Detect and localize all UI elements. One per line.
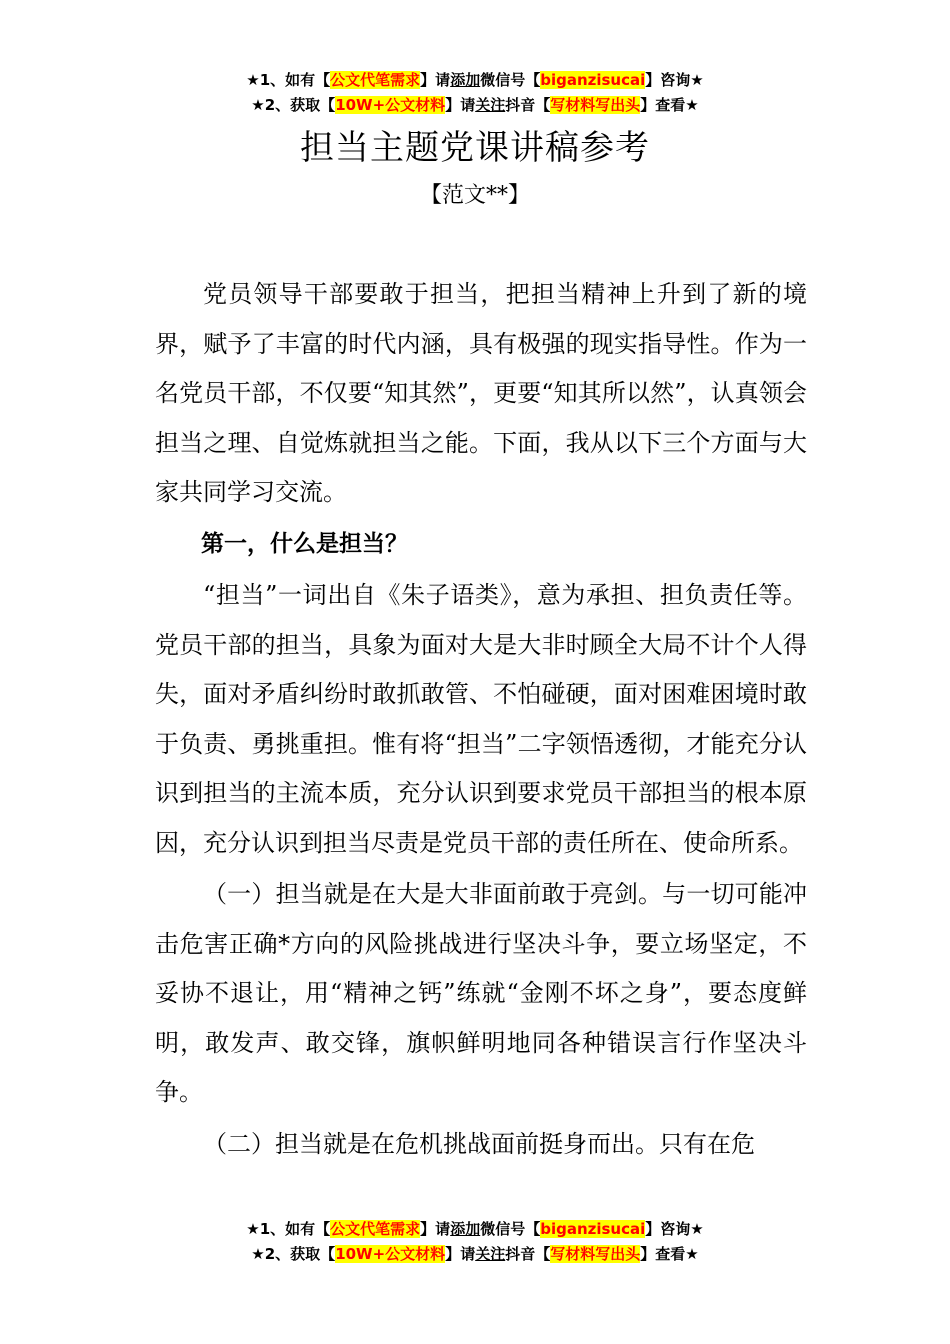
- promo-text: 】请: [445, 1245, 476, 1263]
- promo-text: 微信号【: [480, 71, 541, 89]
- promo-highlight: 公文代笔需求: [330, 1220, 421, 1238]
- promo-text: 】请: [420, 71, 451, 89]
- promo-text: ★1、如有【: [246, 71, 331, 89]
- paragraph: 党员领导干部要敢于担当，把担当精神上升到了新的境界，赋予了丰富的时代内涵，具有极强的现实指导性。作为一名党员干部，不仅要“知其然”，更要“知其所以然”，认真领会担当之理、自觉炼就担当之能。下面，我从以下三个方面与大家共同学习交流。: [155, 280, 807, 506]
- promo-text: 抖音【: [505, 1245, 551, 1263]
- document-subtitle: 【范文**】: [419, 183, 530, 208]
- promo-highlight: 公文代笔需求: [330, 71, 421, 89]
- promo-text: 】查看★: [640, 1245, 699, 1263]
- paragraph: （二）担当就是在危机挑战面前挺身而出。只有在危: [203, 1129, 755, 1158]
- promo-line-2: [0, 1242, 950, 1267]
- promo-douyin-name: 写材料写出头: [550, 1245, 641, 1263]
- promo-line-2: [0, 93, 950, 118]
- paragraph: （一）担当就是在大是大非面前敢于亮剑。与一切可能冲击危害正确*方向的风险挑战进行坚决斗争，要立场坚定，不妥协不退让，用“精神之钙”练就“金刚不坏之身”，要态度鲜明，敢发声、敢交锋，旗帜鲜明地同各种错误言行作坚决斗争。: [155, 880, 807, 1106]
- promo-line-1: [0, 68, 950, 93]
- promo-underline: 添加: [450, 1220, 481, 1238]
- promo-text: 】咨询★: [645, 71, 704, 89]
- promo-line-1: [0, 1217, 950, 1242]
- promo-banner-bottom: [0, 1217, 950, 1267]
- promo-text: ★2、获取【: [251, 96, 336, 114]
- promo-banner-top: [0, 68, 950, 118]
- promo-underline: 添加: [450, 71, 481, 89]
- promo-text: 】查看★: [640, 96, 699, 114]
- paragraph: “担当”一词出自《朱子语类》，意为承担、担负责任等。党员干部的担当，具象为面对大是大非时顾全大局不计个人得失，面对矛盾纠纷时敢抓敢管、不怕碰硬，面对困难困境时敢于负责、勇挑重担。惟有将“担当”二字领悟透彻，才能充分认识到担当的主流本质，充分认识到要求党员干部担当的根本原因，充分认识到担当尽责是党员干部的责任所在、使命所系。: [155, 581, 807, 857]
- promo-underline: 关注: [475, 1245, 506, 1263]
- promo-wechat-id: biganzisucai: [540, 71, 646, 89]
- promo-wechat-id: biganzisucai: [540, 1220, 646, 1238]
- document-title: 担当主题党课讲稿参考: [300, 128, 650, 168]
- document-body: [155, 270, 807, 1169]
- promo-text: 】咨询★: [645, 1220, 704, 1238]
- promo-text: ★2、获取【: [251, 1245, 336, 1263]
- promo-text: 抖音【: [505, 96, 551, 114]
- promo-douyin-name: 写材料写出头: [550, 96, 641, 114]
- section-heading: 第一，什么是担当？: [201, 530, 408, 557]
- promo-highlight: 10W+公文材料: [335, 1245, 446, 1263]
- promo-text: 】请: [445, 96, 476, 114]
- promo-text: 】请: [420, 1220, 451, 1238]
- promo-underline: 关注: [475, 96, 506, 114]
- promo-text: 微信号【: [480, 1220, 541, 1238]
- promo-highlight: 10W+公文材料: [335, 96, 446, 114]
- promo-text: ★1、如有【: [246, 1220, 331, 1238]
